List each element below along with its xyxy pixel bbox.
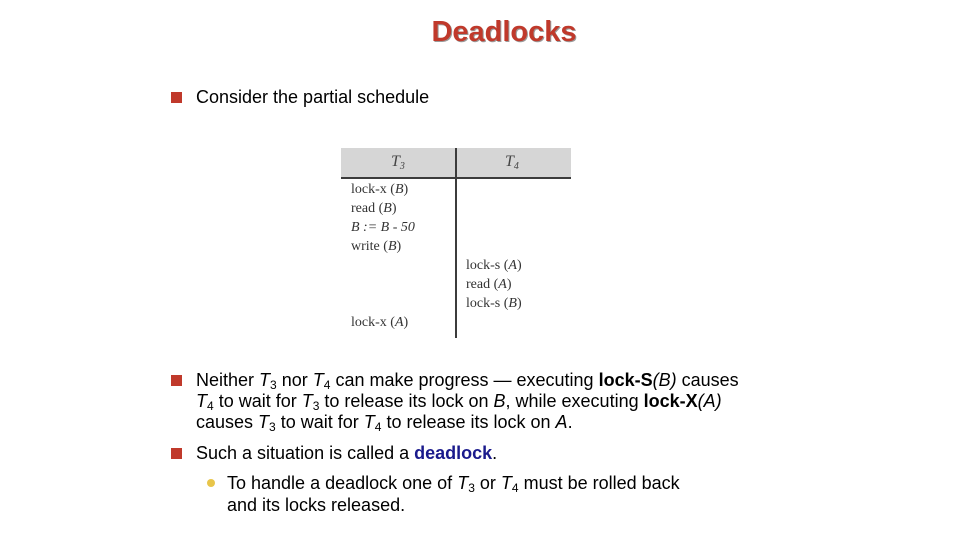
t3-operation: write (B) xyxy=(351,239,402,254)
bullet-text: Neither $T_3$ nor $T_4$ can make progress — executing lock-S(B) causes xyxy=(196,370,739,392)
header-t4: T4 xyxy=(505,153,519,172)
bullet-text: Such a situation is called a deadlock. xyxy=(196,443,498,463)
bullet-marker xyxy=(171,92,182,103)
partial-schedule-figure xyxy=(341,148,571,338)
t3-operation: lock-x (A) xyxy=(351,315,409,330)
bullet-text: causes $T_3$ to wait for $T_4$ to release its lock on A. xyxy=(196,412,573,434)
t3-operation: lock-x (B) xyxy=(351,182,409,197)
t3-operation: B := B - 50 xyxy=(351,220,415,235)
schedule-divider xyxy=(455,148,457,338)
t4-operation: lock-s (A) xyxy=(466,258,522,273)
t3-operation: read (B) xyxy=(351,201,397,216)
sub-bullet-text: and its locks released. xyxy=(227,495,406,515)
bullet-text: $T_4$ to wait for $T_3$ to release its lock on B, while executing lock-X(A) xyxy=(196,391,722,413)
sub-bullet-marker xyxy=(207,479,215,487)
t4-operation: read (A) xyxy=(466,277,512,292)
sub-bullet-text: To handle a deadlock one of $T_3$ or $T_4$ must be rolled back xyxy=(227,473,680,495)
bullet-marker xyxy=(171,375,182,386)
t4-operation: lock-s (B) xyxy=(466,296,522,311)
header-t3: T3 xyxy=(391,153,405,172)
bullet-marker xyxy=(171,448,182,459)
slide-title: Deadlocks xyxy=(431,16,577,48)
bullet-text: Consider the partial schedule xyxy=(196,87,430,107)
